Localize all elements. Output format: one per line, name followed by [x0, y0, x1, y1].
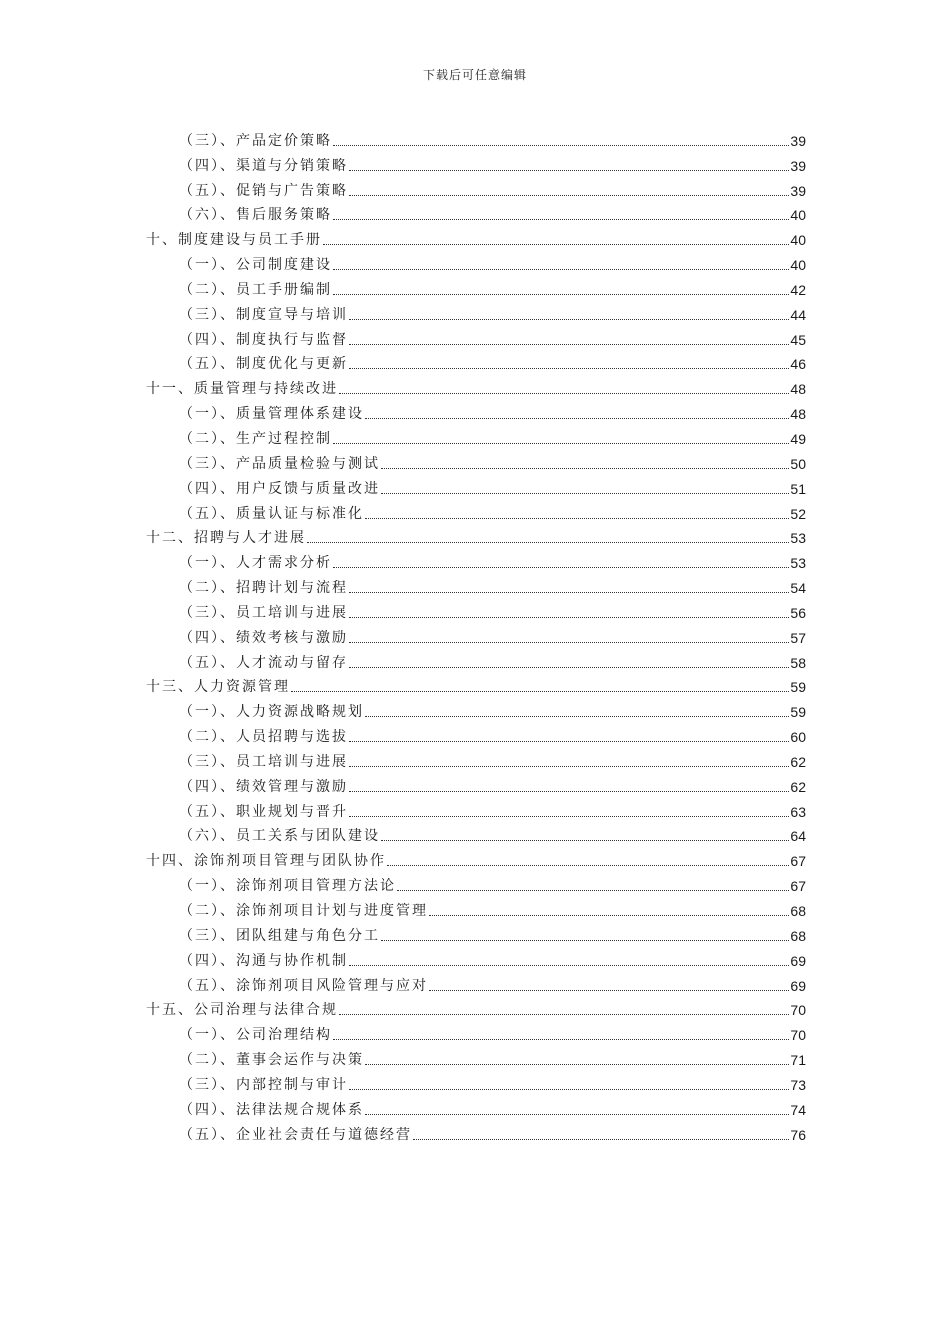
toc-page-number: 68	[790, 903, 806, 919]
toc-dot-leader	[429, 990, 789, 991]
toc-dot-leader	[387, 865, 789, 866]
toc-dot-leader	[307, 542, 789, 543]
toc-entry-label: （二）、董事会运作与决策	[179, 1052, 364, 1069]
toc-section-entry[interactable]	[146, 249, 806, 274]
toc-chapter-entry[interactable]	[146, 672, 806, 697]
toc-page-number: 45	[790, 331, 806, 348]
toc-dot-leader	[291, 691, 789, 692]
toc-entry-label: （五）、人才流动与留存	[179, 654, 348, 671]
toc-section-entry[interactable]	[146, 597, 806, 622]
toc-page-number: 56	[790, 604, 806, 621]
toc-section-entry[interactable]	[146, 572, 806, 597]
toc-dot-leader	[333, 219, 789, 220]
toc-page-number: 69	[790, 977, 806, 994]
toc-entry-label: （二）、涂饰剂项目计划与进度管理	[179, 903, 428, 919]
page-header: 下载后可任意编辑	[422, 68, 527, 82]
toc-entry-label: （三）、员工培训与进展	[179, 753, 348, 770]
toc-dot-leader	[365, 1064, 789, 1065]
toc-page-number: 44	[790, 306, 806, 323]
toc-page-number: 64	[790, 828, 806, 845]
toc-entry-label: 十三、人力资源管理	[146, 679, 290, 696]
toc-section-entry[interactable]	[146, 945, 806, 970]
toc-entry-label: （三）、制度宣导与培训	[179, 306, 348, 323]
toc-section-entry[interactable]	[146, 448, 806, 473]
toc-entry-label: （五）、质量认证与标准化	[179, 505, 364, 522]
toc-dot-leader	[349, 592, 789, 593]
toc-section-entry[interactable]	[146, 1094, 806, 1119]
toc-entry-label: （二）、员工手册编制	[179, 281, 332, 298]
toc-page-number: 57	[790, 629, 806, 646]
toc-dot-leader	[381, 840, 789, 841]
toc-dot-leader	[333, 1039, 789, 1040]
toc-section-entry[interactable]	[146, 895, 806, 920]
toc-section-entry[interactable]	[146, 771, 806, 796]
toc-section-entry[interactable]	[146, 622, 806, 647]
toc-section-entry[interactable]	[146, 200, 806, 225]
toc-page-number: 54	[790, 580, 806, 597]
toc-entry-label: （五）、企业社会责任与道德经营	[179, 1126, 412, 1143]
toc-entry-label: （四）、渠道与分销策略	[179, 157, 348, 174]
toc-page-number: 51	[790, 480, 806, 497]
toc-dot-leader	[365, 518, 789, 519]
toc-section-entry[interactable]	[146, 647, 806, 672]
toc-entry-label: （一）、公司治理结构	[179, 1027, 332, 1044]
toc-entry-label: （四）、绩效考核与激励	[179, 629, 348, 646]
toc-dot-leader	[333, 443, 789, 444]
toc-entry-label: （五）、促销与广告策略	[179, 182, 348, 199]
toc-entry-label: （四）、沟通与协作机制	[179, 952, 348, 969]
toc-section-entry[interactable]	[146, 398, 806, 423]
toc-dot-leader	[349, 642, 789, 643]
toc-entry-label: （一）、人力资源战略规划	[179, 704, 364, 721]
toc-dot-leader	[323, 244, 789, 245]
toc-entry-label: 十四、涂饰剂项目管理与团队协作	[146, 853, 386, 870]
toc-section-entry[interactable]	[146, 324, 806, 349]
toc-page-number: 62	[790, 753, 806, 770]
toc-page-number: 53	[790, 555, 806, 572]
toc-dot-leader	[339, 1014, 789, 1015]
toc-page-number: 50	[790, 455, 806, 472]
toc-page-number: 39	[790, 157, 806, 174]
toc-page-number: 40	[790, 207, 806, 224]
toc-dot-leader	[349, 1089, 789, 1090]
toc-dot-leader	[349, 617, 789, 618]
toc-section-entry[interactable]	[146, 970, 806, 995]
toc-dot-leader	[333, 567, 789, 568]
toc-section-entry[interactable]	[146, 920, 806, 945]
toc-section-entry[interactable]	[146, 696, 806, 721]
toc-page-number: 52	[790, 505, 806, 522]
toc-page-number: 70	[790, 1002, 806, 1019]
toc-section-entry[interactable]	[146, 274, 806, 299]
toc-chapter-entry[interactable]	[146, 373, 806, 398]
toc-entry-label: （三）、产品质量检验与测试	[179, 455, 380, 472]
toc-entry-label: 十二、招聘与人才进展	[146, 530, 306, 547]
toc-section-entry[interactable]	[146, 1044, 806, 1069]
toc-chapter-entry[interactable]	[146, 224, 806, 249]
toc-section-entry[interactable]	[146, 125, 806, 150]
toc-entry-label: （一）、公司制度建设	[179, 257, 332, 274]
table-of-contents	[146, 125, 806, 1144]
toc-dot-leader	[333, 294, 789, 295]
toc-page-number: 48	[790, 381, 806, 398]
toc-entry-label: （四）、法律法规合规体系	[179, 1101, 364, 1118]
toc-entry-label: （三）、产品定价策略	[179, 132, 332, 149]
toc-section-entry[interactable]	[146, 1019, 806, 1044]
toc-page-number: 39	[790, 182, 806, 199]
toc-chapter-entry[interactable]	[146, 845, 806, 870]
toc-dot-leader	[349, 741, 789, 742]
toc-page-number: 59	[790, 704, 806, 721]
toc-page-number: 68	[790, 927, 806, 944]
toc-section-entry[interactable]	[146, 547, 806, 572]
toc-dot-leader	[349, 816, 789, 817]
toc-page-number: 59	[790, 679, 806, 696]
toc-page-number: 71	[790, 1052, 806, 1069]
toc-dot-leader	[413, 1139, 789, 1140]
toc-dot-leader	[381, 468, 789, 469]
toc-dot-leader	[365, 418, 789, 419]
toc-dot-leader	[349, 195, 789, 196]
toc-entry-label: （五）、涂饰剂项目风险管理与应对	[179, 977, 428, 994]
toc-section-entry[interactable]	[146, 498, 806, 523]
toc-entry-label: （五）、制度优化与更新	[179, 356, 348, 373]
toc-page-number: 60	[790, 729, 806, 746]
toc-entry-label: （二）、生产过程控制	[179, 430, 332, 447]
toc-entry-label: （三）、团队组建与角色分工	[179, 927, 380, 944]
toc-entry-label: （三）、员工培训与进展	[179, 604, 348, 621]
toc-dot-leader	[349, 965, 789, 966]
toc-dot-leader	[333, 145, 789, 146]
toc-dot-leader	[397, 890, 789, 891]
toc-dot-leader	[349, 791, 789, 792]
toc-page-number: 46	[790, 356, 806, 373]
toc-page-number: 40	[790, 257, 806, 274]
toc-entry-label: （四）、制度执行与监督	[179, 331, 348, 348]
toc-section-entry[interactable]	[146, 796, 806, 821]
toc-dot-leader	[381, 493, 789, 494]
toc-entry-label: （四）、绩效管理与激励	[179, 778, 348, 795]
toc-dot-leader	[365, 1114, 789, 1115]
toc-entry-label: （六）、员工关系与团队建设	[179, 828, 380, 845]
toc-chapter-entry[interactable]	[146, 523, 806, 548]
toc-page-number: 62	[790, 778, 806, 795]
toc-page-number: 67	[790, 878, 806, 895]
toc-page-number: 53	[790, 530, 806, 547]
toc-page-number: 63	[790, 803, 806, 820]
toc-page-number: 67	[790, 853, 806, 870]
toc-dot-leader	[339, 393, 789, 394]
toc-page-number: 48	[790, 406, 806, 423]
toc-page-number: 40	[790, 232, 806, 249]
toc-page-number: 74	[790, 1101, 806, 1118]
toc-section-entry[interactable]	[146, 473, 806, 498]
toc-dot-leader	[349, 667, 789, 668]
toc-section-entry[interactable]	[146, 1119, 806, 1144]
toc-dot-leader	[381, 940, 789, 941]
toc-dot-leader	[365, 716, 789, 717]
toc-section-entry[interactable]	[146, 175, 806, 200]
toc-section-entry[interactable]	[146, 349, 806, 374]
toc-dot-leader	[349, 766, 789, 767]
toc-page-number: 70	[790, 1027, 806, 1044]
toc-page-number: 49	[790, 430, 806, 447]
toc-dot-leader	[333, 269, 789, 270]
toc-section-entry[interactable]	[146, 150, 806, 175]
toc-entry-label: （二）、人员招聘与选拔	[179, 729, 348, 746]
toc-entry-label: 十五、公司治理与法律合规	[146, 1002, 338, 1019]
toc-entry-label: 十、制度建设与员工手册	[146, 232, 322, 249]
toc-section-entry[interactable]	[146, 746, 806, 771]
toc-page-number: 76	[790, 1126, 806, 1143]
toc-page-number: 73	[790, 1076, 806, 1093]
toc-chapter-entry[interactable]	[146, 995, 806, 1020]
toc-page-number: 39	[790, 132, 806, 149]
toc-section-entry[interactable]	[146, 870, 806, 895]
toc-dot-leader	[349, 368, 789, 369]
toc-section-entry[interactable]	[146, 423, 806, 448]
toc-dot-leader	[349, 344, 789, 345]
toc-entry-label: （一）、人才需求分析	[179, 555, 332, 572]
toc-entry-label: （二）、招聘计划与流程	[179, 580, 348, 597]
toc-section-entry[interactable]	[146, 821, 806, 846]
toc-entry-label: （五）、职业规划与晋升	[179, 803, 348, 820]
toc-entry-label: （一）、质量管理体系建设	[179, 406, 364, 423]
toc-page-number: 69	[790, 952, 806, 969]
toc-section-entry[interactable]	[146, 1069, 806, 1094]
toc-entry-label: （三）、内部控制与审计	[179, 1076, 348, 1093]
toc-page-number: 58	[790, 654, 806, 671]
toc-page-number: 42	[790, 281, 806, 298]
toc-entry-label: （一）、涂饰剂项目管理方法论	[179, 878, 396, 895]
toc-section-entry[interactable]	[146, 721, 806, 746]
toc-entry-label: （四）、用户反馈与质量改进	[179, 480, 380, 497]
toc-dot-leader	[349, 170, 789, 171]
toc-entry-label: 十一、质量管理与持续改进	[146, 381, 338, 398]
toc-dot-leader	[349, 319, 789, 320]
toc-section-entry[interactable]	[146, 299, 806, 324]
toc-dot-leader	[429, 915, 789, 916]
toc-entry-label: （六）、售后服务策略	[179, 207, 332, 224]
